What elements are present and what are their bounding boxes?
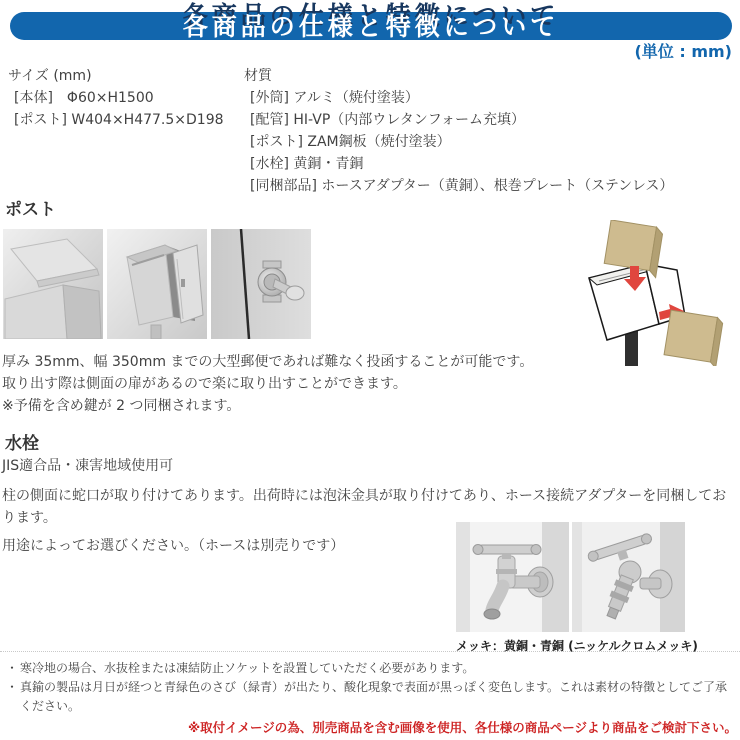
material-item-faucet: [水栓] 黄銅・青銅	[250, 156, 364, 172]
note-bullet: ・	[6, 680, 19, 694]
faucet-hose-bib-photo	[572, 522, 685, 632]
faucet-section-heading: 水栓	[5, 434, 39, 454]
faucet-photos	[456, 522, 698, 654]
post-description-line: 厚み 35mm、幅 350mm までの大型郵便であれば難なく投函することが可能です。	[2, 354, 534, 370]
page-title: 各商品の仕様と特徴について	[182, 12, 560, 41]
spec-section	[0, 65, 740, 197]
size-heading: サイズ (mm)	[8, 68, 92, 84]
material-item-post: [ポスト] ZAM鋼板（焼付塗装）	[250, 134, 451, 150]
faucet-straight-photo	[456, 522, 569, 632]
post-lock-and-key-photo	[211, 229, 311, 339]
size-item-body: [本体] Φ60×H1500	[14, 90, 154, 106]
note-cold-region	[6, 659, 736, 678]
faucet-description: 柱の側面に蛇口が取り付けてあります。出荷時には泡沫金具が取り付けてあり、ホース接続アダプターを同梱しております。	[2, 488, 727, 526]
size-spec	[8, 65, 244, 197]
note-text: 寒冷地の場合、水抜栓または凍結防止ソケットを設置していただく必要があります。	[20, 661, 475, 675]
faucet-plating-caption: メッキ：黄銅・青銅 (ニッケルクロムメッキ)	[456, 639, 698, 653]
faucet-usage-note: 用途によってお選びください。（ホースは別売りです）	[2, 538, 345, 554]
material-spec	[244, 65, 740, 197]
material-item-outer: [外筒] アルミ（焼付塗装）	[250, 90, 419, 106]
note-text: 真鍮の製品は月日が経つと青緑色のさび（緑青）が出たり、酸化現象で表面が黒っぽく変色します。これは素材の特徴としてご了承ください。	[20, 680, 728, 713]
post-side-door-open-photo	[107, 229, 207, 339]
faucet-certification: JIS適合品・凍害地域使用可	[2, 458, 174, 474]
footer-warning: ※取付イメージの為、別売商品を含む画像を使用、各仕様の商品ページより商品をご検討下さい。	[187, 720, 737, 735]
post-open-lid-photo	[3, 229, 103, 339]
note-brass-patina	[6, 678, 736, 716]
note-bullet: ・	[6, 661, 19, 675]
size-item-post: [ポスト] W404×H477.5×D198	[14, 112, 224, 128]
material-item-included: [同梱部品] ホースアダプター（黄銅）、根巻プレート（ステンレス）	[250, 178, 674, 194]
post-section-heading: ポスト	[5, 200, 56, 220]
post-description-line: 取り出す際は側面の扉があるので楽に取り出すことができます。	[2, 376, 407, 392]
post-insert-and-retrieve-diagram	[573, 220, 735, 366]
notes-section	[0, 651, 740, 716]
page-title-banner	[10, 12, 732, 40]
material-item-pipe: [配管] HI-VP（内部ウレタンフォーム充填）	[250, 112, 526, 128]
unit-note: (単位 : mm)	[634, 42, 732, 61]
material-heading: 材質	[244, 68, 272, 84]
post-description-line: ※予備を含め鍵が 2 つ同梱されます。	[2, 398, 241, 414]
